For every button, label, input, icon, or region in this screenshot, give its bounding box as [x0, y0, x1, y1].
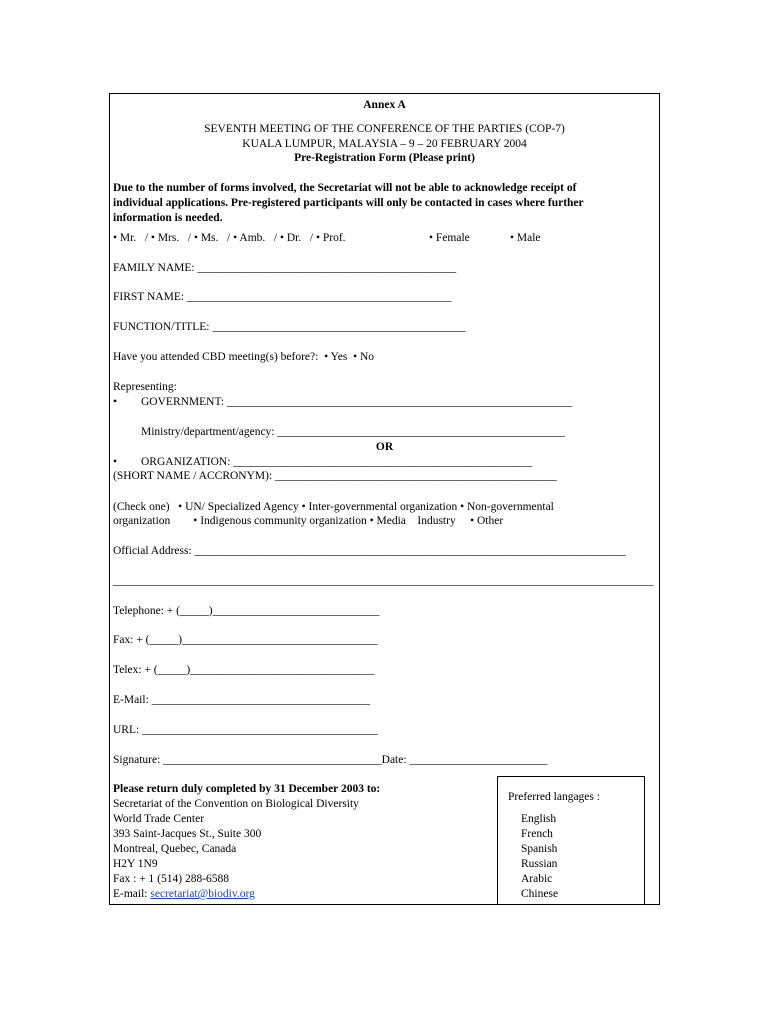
telex-field[interactable]: Telex: + (_____)________________________________	[113, 664, 375, 676]
option-mr[interactable]: • Mr.	[113, 232, 136, 244]
option-female[interactable]: • Female	[429, 231, 470, 246]
family-name-field[interactable]: FAMILY NAME: _____________________________________________	[113, 262, 457, 274]
separator: /	[309, 232, 314, 244]
return-line: Montreal, Quebec, Canada	[113, 843, 237, 855]
bullet-icon: •	[113, 396, 118, 408]
email-label: E-mail:	[113, 888, 151, 900]
url-field[interactable]: URL: _________________________________________	[113, 724, 378, 736]
return-line: World Trade Center	[113, 813, 205, 825]
option-other[interactable]: • Other	[470, 515, 503, 527]
function-title-field[interactable]: FUNCTION/TITLE: ____________________________________________	[113, 321, 466, 333]
bullet-icon: •	[113, 456, 118, 468]
option-indigenous[interactable]: • Indigenous community organization	[193, 515, 366, 527]
title-options	[113, 231, 346, 246]
option-ngo[interactable]: • Non-governmental	[460, 501, 554, 513]
annex-label: Annex A	[363, 99, 406, 111]
email-link[interactable]: secretariat@biodiv.org	[150, 888, 255, 900]
telephone-field[interactable]: Telephone: + (_____)_____________________________	[113, 605, 380, 617]
language-option[interactable]: Russian	[521, 858, 558, 870]
short-name-field[interactable]: (SHORT NAME / ACCRONYM): _________________________________________________	[113, 470, 557, 482]
language-option[interactable]: English	[521, 813, 557, 825]
separator: /	[187, 232, 192, 244]
return-line: H2Y 1N9	[113, 858, 158, 870]
return-email	[113, 887, 255, 902]
notice-line-1: Due to the number of forms involved, the Secretariat will not be able to acknowledge receipt of	[113, 182, 577, 194]
org-type-row-2	[113, 514, 503, 529]
language-option[interactable]: Chinese	[521, 888, 559, 900]
return-line: 393 Saint-Jacques St., Suite 300	[113, 828, 262, 840]
option-un-agency[interactable]: • UN/ Specialized Agency	[178, 501, 299, 513]
option-amb[interactable]: • Amb.	[233, 232, 265, 244]
notice-line-3: information is needed.	[113, 212, 223, 224]
return-line: Secretariat of the Convention on Biological Diversity	[113, 798, 359, 810]
option-yes[interactable]: • Yes	[324, 351, 347, 363]
org-type-row-1	[113, 500, 554, 515]
separator: /	[227, 232, 231, 244]
return-heading: Please return duly completed by 31 December 2003 to:	[113, 783, 381, 795]
meeting-title: SEVENTH MEETING OF THE CONFERENCE OF THE PARTIES (COP-7)	[204, 123, 565, 135]
language-option[interactable]: French	[521, 828, 553, 840]
option-prof[interactable]: • Prof.	[316, 232, 346, 244]
email-field[interactable]: E-Mail: ______________________________________	[113, 694, 371, 706]
notice-line-2: individual applications. Pre-registered participants will only be contacted in cases where further	[113, 197, 584, 209]
address-field[interactable]: Official Address: ___________________________________________________________________________	[113, 545, 626, 557]
form-title: Pre-Registration Form (Please print)	[294, 152, 475, 164]
attended-label: Have you attended CBD meeting(s) before?:	[113, 351, 319, 363]
representing-label: Representing:	[113, 381, 177, 393]
option-ms[interactable]: • Ms.	[194, 232, 218, 244]
first-name-field[interactable]: FIRST NAME: ______________________________________________	[113, 291, 452, 303]
option-igo[interactable]: • Inter-governmental organization	[302, 501, 458, 513]
address-line-2[interactable]: ______________________________________________________________________________________________	[113, 575, 654, 587]
government-field[interactable]: GOVERNMENT: ____________________________________________________________	[141, 396, 572, 408]
fax-field[interactable]: Fax: + (_____)__________________________________	[113, 634, 378, 646]
option-mrs[interactable]: • Mrs.	[151, 232, 179, 244]
return-fax: Fax : + 1 (514) 288-6588	[113, 873, 230, 885]
organization-field[interactable]: ORGANIZATION: ____________________________________________________	[141, 456, 533, 468]
separator: /	[273, 232, 278, 244]
languages-heading: Preferred langages :	[508, 791, 600, 803]
check-one-label: (Check one)	[113, 501, 170, 513]
option-dr[interactable]: • Dr.	[280, 232, 301, 244]
language-option[interactable]: Spanish	[521, 843, 558, 855]
signature-date-field[interactable]: Signature: ______________________________________Date: ________________________	[113, 754, 548, 766]
option-industry[interactable]: Industry	[417, 515, 456, 527]
separator: /	[144, 232, 149, 244]
option-male[interactable]: • Male	[510, 231, 541, 246]
organization-word: organization	[113, 515, 171, 527]
option-media[interactable]: • Media	[370, 515, 406, 527]
option-no[interactable]: • No	[353, 351, 374, 363]
meeting-location: KUALA LUMPUR, MALAYSIA – 9 – 20 FEBRUARY 2004	[242, 138, 527, 150]
language-option[interactable]: Arabic	[521, 873, 553, 885]
or-label: OR	[375, 441, 394, 453]
attended-question	[113, 350, 374, 365]
ministry-field[interactable]: Ministry/department/agency: __________________________________________________	[141, 426, 565, 438]
